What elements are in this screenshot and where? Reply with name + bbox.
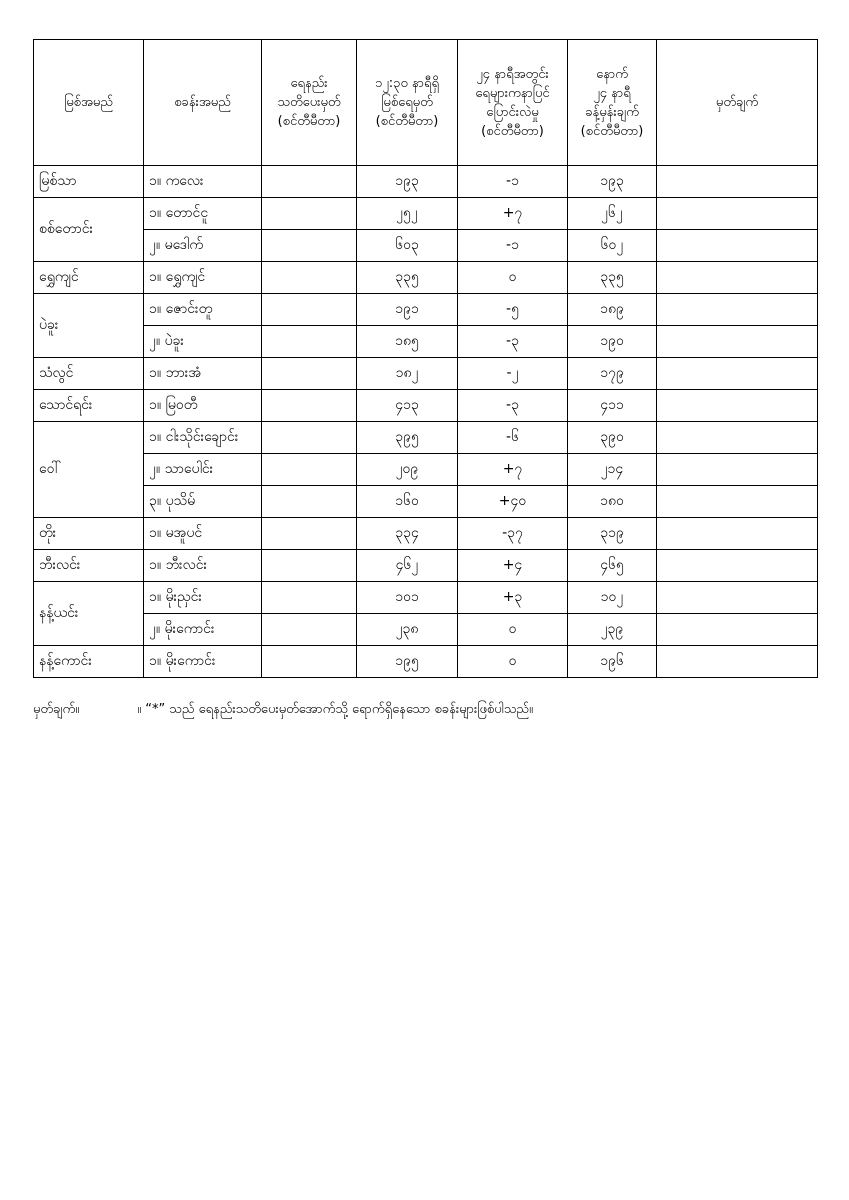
header-station-name [144, 40, 262, 166]
change-cell: +၇ [458, 198, 568, 230]
table-row [34, 166, 818, 198]
header-line: (စင်တီမီတာ) [375, 114, 439, 129]
station-cell: ၁။ ဇောင်းတူ [144, 294, 262, 326]
table-row [34, 486, 818, 518]
remark-cell [657, 550, 818, 582]
table-row [34, 550, 818, 582]
water-level-cell: ၂၀၉ [357, 454, 458, 486]
station-cell: ၂။ မိုးကောင်း [144, 614, 262, 646]
header-line: ရေနည်း [290, 76, 328, 91]
remark-cell [657, 614, 818, 646]
station-cell: ၂။ သာပေါင်း [144, 454, 262, 486]
warning-level-cell [262, 454, 357, 486]
header-line: စခန်းအမည် [174, 95, 231, 110]
header-line: (စင်တီမီတာ) [481, 123, 544, 139]
station-cell: ၁။ ကလေး [144, 166, 262, 198]
forecast-cell: ၂၃၉ [568, 614, 657, 646]
header-line: ရေများကနာပြင် [475, 85, 550, 101]
header-line: နောက် [596, 66, 628, 82]
forecast-cell: ၁၈၀ [568, 486, 657, 518]
forecast-cell: ၂၁၄ [568, 454, 657, 486]
table-row [34, 582, 818, 614]
warning-level-cell [262, 646, 357, 678]
station-cell: ၁။ ဘားအံ [144, 358, 262, 390]
remark-cell [657, 518, 818, 550]
forecast-cell: ၆၀၂ [568, 230, 657, 262]
river-name-cell: သောင်ရင်း [34, 390, 144, 422]
remark-cell [657, 422, 818, 454]
water-level-cell: ၃၃၅ [357, 262, 458, 294]
river-name-cell: ဘီးလင်း [34, 550, 144, 582]
station-cell: ၁။ မိုးညှင်း [144, 582, 262, 614]
header-line: ခန့်မှန်းချက် [585, 104, 639, 120]
station-cell: ၂။ ပဲခူး [144, 326, 262, 358]
remark-cell [657, 294, 818, 326]
change-cell: -၃ [458, 326, 568, 358]
change-cell: +၄ [458, 550, 568, 582]
remark-cell [657, 198, 818, 230]
warning-level-cell [262, 582, 357, 614]
table-row [34, 326, 818, 358]
remark-cell [657, 262, 818, 294]
remark-cell [657, 454, 818, 486]
remark-cell [657, 486, 818, 518]
forecast-cell: ၄၆၅ [568, 550, 657, 582]
change-cell: -၁ [458, 230, 568, 262]
table-row [34, 230, 818, 262]
remark-cell [657, 646, 818, 678]
warning-level-cell [262, 262, 357, 294]
table-body [34, 166, 818, 678]
header-line: ပြောင်းလဲမှု [486, 104, 539, 120]
station-cell: ၁။ ရွှေကျင် [144, 262, 262, 294]
river-name-cell: ရွှေကျင် [34, 262, 144, 294]
station-cell: ၁။ တောင်ငူ [144, 198, 262, 230]
station-cell: ၂။ မဒေါက် [144, 230, 262, 262]
water-level-cell: ၁၉၃ [357, 166, 458, 198]
river-name-cell: မြစ်သာ [34, 166, 144, 198]
header-current-level [357, 40, 458, 166]
remark-cell [657, 358, 818, 390]
header-line: ၂၄ နာရီအတွင်း [476, 66, 549, 82]
table-row [34, 358, 818, 390]
station-cell: ၁။ မိုးကောင်း [144, 646, 262, 678]
header-line: မှတ်ချက် [715, 95, 759, 110]
remark-cell [657, 582, 818, 614]
header-remark [657, 40, 818, 166]
change-cell: -၃၇ [458, 518, 568, 550]
station-cell: ၃။ ပုသိမ် [144, 486, 262, 518]
table-row [34, 454, 818, 486]
header-24h-change [458, 40, 568, 166]
remark-cell [657, 390, 818, 422]
remark-cell [657, 326, 818, 358]
header-line: မြစ်အမည် [64, 95, 113, 110]
table-row [34, 646, 818, 678]
warning-level-cell [262, 486, 357, 518]
header-warning-level [262, 40, 357, 166]
header-row [34, 40, 818, 166]
water-level-cell: ၆၀၃ [357, 230, 458, 262]
table-row [34, 198, 818, 230]
river-name-cell: နန့်ကောင်း [34, 646, 144, 678]
table-row [34, 518, 818, 550]
change-cell: ၀ [458, 646, 568, 678]
change-cell: -၃ [458, 390, 568, 422]
change-cell: ၀ [458, 262, 568, 294]
water-level-cell: ၃၃၄ [357, 518, 458, 550]
change-cell: -၅ [458, 294, 568, 326]
warning-level-cell [262, 230, 357, 262]
change-cell: +၇ [458, 454, 568, 486]
forecast-cell: ၄၁၁ [568, 390, 657, 422]
warning-level-cell [262, 358, 357, 390]
header-line: (စင်တီမီတာ) [277, 114, 341, 129]
warning-level-cell [262, 326, 357, 358]
water-level-cell: ၁၈၂ [357, 358, 458, 390]
warning-level-cell [262, 614, 357, 646]
warning-level-cell [262, 518, 357, 550]
station-cell: ၁။ မအူပင် [144, 518, 262, 550]
table-row [34, 422, 818, 454]
warning-level-cell [262, 422, 357, 454]
river-name-cell: တိုး [34, 518, 144, 550]
change-cell: +၄၀ [458, 486, 568, 518]
forecast-cell: ၂၆၂ [568, 198, 657, 230]
table-row [34, 614, 818, 646]
table-row [34, 262, 818, 294]
table-header [34, 40, 818, 166]
forecast-cell: ၁၉၃ [568, 166, 657, 198]
forecast-cell: ၁၈၉ [568, 294, 657, 326]
station-cell: ၁။ ငါးသိုင်းချောင်း [144, 422, 262, 454]
river-name-cell: နန့်ယင်း [34, 582, 144, 646]
water-level-cell: ၂၅၂ [357, 198, 458, 230]
water-level-cell: ၄၆၂ [357, 550, 458, 582]
station-cell: ၁။ မြဝတီ [144, 390, 262, 422]
header-line: ၁၂:၃၀ နာရီရှိ [375, 76, 439, 91]
header-line: မြစ်ရေမှတ် [381, 95, 433, 110]
footnote [33, 701, 533, 720]
footnote-text: ။ “*” သည် ရေနည်းသတိပေးမှတ်အောက်သို့ ရောက်ရှိနေသော စခန်းများဖြစ်ပါသည်။ [137, 702, 533, 717]
change-cell: -၁ [458, 166, 568, 198]
water-level-cell: ၂၃၈ [357, 614, 458, 646]
water-level-cell: ၁၀၁ [357, 582, 458, 614]
warning-level-cell [262, 390, 357, 422]
warning-level-cell [262, 550, 357, 582]
river-name-cell: စစ်တောင်း [34, 198, 144, 262]
forecast-cell: ၁၉၀ [568, 326, 657, 358]
water-level-cell: ၁၉၁ [357, 294, 458, 326]
header-river-name [34, 40, 144, 166]
header-line: ၂၄ နာရီ [593, 85, 631, 101]
change-cell: -၂ [458, 358, 568, 390]
river-name-cell: သံလွင် [34, 358, 144, 390]
header-line: (စင်တီမီတာ) [580, 123, 644, 139]
river-name-cell: ဝေါ် [34, 422, 144, 518]
forecast-cell: ၁၀၂ [568, 582, 657, 614]
river-level-table [33, 39, 818, 678]
remark-cell [657, 230, 818, 262]
warning-level-cell [262, 294, 357, 326]
forecast-cell: ၃၁၉ [568, 518, 657, 550]
table-row [34, 390, 818, 422]
warning-level-cell [262, 198, 357, 230]
header-forecast [568, 40, 657, 166]
water-level-cell: ၁၈၅ [357, 326, 458, 358]
change-cell: +၃ [458, 582, 568, 614]
water-level-cell: ၄၁၃ [357, 390, 458, 422]
remark-cell [657, 166, 818, 198]
footnote-label: မှတ်ချက်။ [33, 702, 80, 717]
water-level-cell: ၁၉၅ [357, 646, 458, 678]
header-line: သတိပေးမှတ် [277, 95, 341, 110]
forecast-cell: ၃၉၀ [568, 422, 657, 454]
forecast-cell: ၁၉၆ [568, 646, 657, 678]
warning-level-cell [262, 166, 357, 198]
river-name-cell: ပဲခူး [34, 294, 144, 358]
water-level-cell: ၃၉၅ [357, 422, 458, 454]
forecast-cell: ၃၃၅ [568, 262, 657, 294]
table-row [34, 294, 818, 326]
change-cell: ၀ [458, 614, 568, 646]
station-cell: ၁။ ဘီးလင်း [144, 550, 262, 582]
forecast-cell: ၁၇၉ [568, 358, 657, 390]
water-level-cell: ၁၆၀ [357, 486, 458, 518]
change-cell: -၆ [458, 422, 568, 454]
